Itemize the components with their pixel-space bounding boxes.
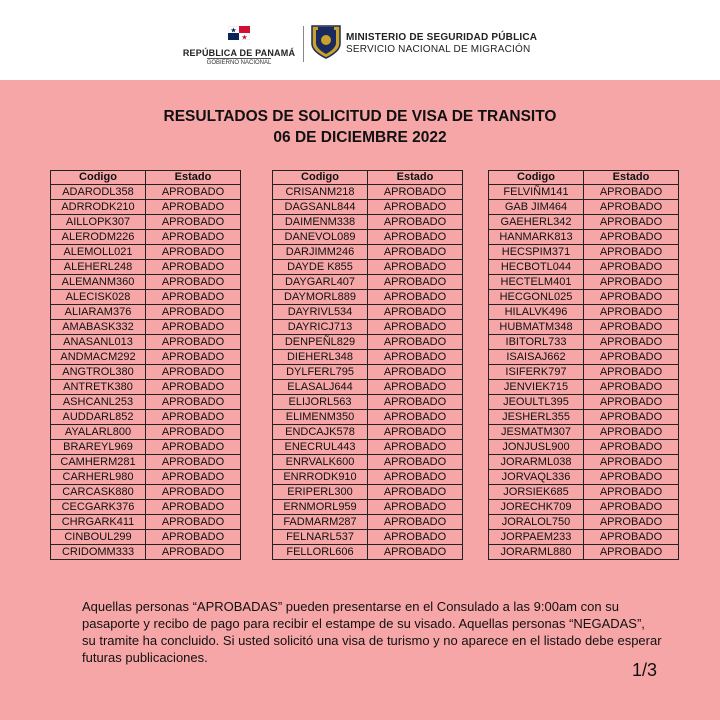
applicant-code: FELNARL537 — [273, 530, 368, 545]
status-cell: APROBADO — [146, 380, 241, 395]
applicant-code: JENVIEK715 — [489, 380, 584, 395]
applicant-code: HANMARK813 — [489, 230, 584, 245]
applicant-code: DYLFERL795 — [273, 365, 368, 380]
applicant-code: JESMATM307 — [489, 425, 584, 440]
status-cell: APROBADO — [584, 230, 679, 245]
applicant-code: ELASALJ644 — [273, 380, 368, 395]
table-row — [273, 275, 463, 290]
applicant-code: DIEHERL348 — [273, 350, 368, 365]
table-row — [51, 515, 241, 530]
table-row — [489, 320, 679, 335]
applicant-code: ISAISAJ662 — [489, 350, 584, 365]
status-cell: APROBADO — [146, 185, 241, 200]
table-row — [273, 245, 463, 260]
status-cell: APROBADO — [584, 245, 679, 260]
status-cell: APROBADO — [584, 440, 679, 455]
applicant-code: GAEHERL342 — [489, 215, 584, 230]
table-row — [51, 260, 241, 275]
panama-flag-icon — [228, 26, 250, 40]
applicant-code: JORARML038 — [489, 455, 584, 470]
table-row — [273, 350, 463, 365]
applicant-code: ISIFERK797 — [489, 365, 584, 380]
results-table-3 — [488, 170, 679, 560]
applicant-code: CHRGARK411 — [51, 515, 146, 530]
applicant-code: AYALARL800 — [51, 425, 146, 440]
applicant-code: CRIDOMM333 — [51, 545, 146, 560]
table-row — [489, 500, 679, 515]
table-row — [51, 485, 241, 500]
status-cell: APROBADO — [146, 275, 241, 290]
applicant-code: HILALVK496 — [489, 305, 584, 320]
table-row — [51, 245, 241, 260]
table-row — [273, 320, 463, 335]
table-row — [489, 470, 679, 485]
applicant-code: CINBOUL299 — [51, 530, 146, 545]
table-row — [273, 200, 463, 215]
applicant-code: JORSIEK685 — [489, 485, 584, 500]
table-row — [51, 215, 241, 230]
status-cell: APROBADO — [584, 200, 679, 215]
applicant-code: AMABASK332 — [51, 320, 146, 335]
status-cell: APROBADO — [584, 545, 679, 560]
table-row — [51, 425, 241, 440]
applicant-code: CECGARK376 — [51, 500, 146, 515]
header-bar — [0, 0, 720, 80]
table-row — [489, 410, 679, 425]
table-row — [273, 500, 463, 515]
status-cell: APROBADO — [368, 485, 463, 500]
table-row — [489, 275, 679, 290]
applicant-code: JEOULTL395 — [489, 395, 584, 410]
table-row — [273, 185, 463, 200]
ministry-name: MINISTERIO DE SEGURIDAD PÚBLICA — [346, 32, 538, 43]
table-row — [489, 290, 679, 305]
table-row — [51, 530, 241, 545]
applicant-code: AUDDARL852 — [51, 410, 146, 425]
status-cell: APROBADO — [146, 290, 241, 305]
table-header-row — [51, 171, 241, 185]
table-row — [489, 455, 679, 470]
status-cell: APROBADO — [584, 410, 679, 425]
status-cell: APROBADO — [146, 350, 241, 365]
code-column-header: Codigo — [51, 171, 146, 185]
status-cell: APROBADO — [146, 215, 241, 230]
status-cell: APROBADO — [146, 260, 241, 275]
status-cell: APROBADO — [584, 425, 679, 440]
status-cell: APROBADO — [584, 335, 679, 350]
table-row — [51, 395, 241, 410]
table-row — [489, 485, 679, 500]
applicant-code: HECTELM401 — [489, 275, 584, 290]
applicant-code: GAB JIM464 — [489, 200, 584, 215]
applicant-code: ALECISK028 — [51, 290, 146, 305]
applicant-code: DAYDE K855 — [273, 260, 368, 275]
status-column-header: Estado — [368, 171, 463, 185]
status-cell: APROBADO — [368, 395, 463, 410]
status-cell: APROBADO — [146, 200, 241, 215]
applicant-code: DAYRIVL534 — [273, 305, 368, 320]
status-cell: APROBADO — [368, 185, 463, 200]
table-row — [273, 215, 463, 230]
table-row — [489, 425, 679, 440]
applicant-code: JORALOL750 — [489, 515, 584, 530]
applicant-code: ANASANL013 — [51, 335, 146, 350]
table-row — [51, 275, 241, 290]
applicant-code: ALERODM226 — [51, 230, 146, 245]
applicant-code: DAYRICJ713 — [273, 320, 368, 335]
table-row — [489, 335, 679, 350]
table-header-row — [489, 171, 679, 185]
applicant-code: HUBMATM348 — [489, 320, 584, 335]
status-cell: APROBADO — [368, 410, 463, 425]
applicant-code: ASHCANL253 — [51, 395, 146, 410]
table-row — [489, 380, 679, 395]
applicant-code: ALEHERL248 — [51, 260, 146, 275]
government-text: GOBIERNO NACIONAL — [206, 60, 272, 66]
table-row — [273, 230, 463, 245]
ministry-block — [346, 32, 537, 55]
table-row — [51, 380, 241, 395]
applicant-code: IBITORL733 — [489, 335, 584, 350]
page-number: 1/3 — [632, 660, 658, 680]
applicant-code: ERNMORL959 — [273, 500, 368, 515]
applicant-code: CAMHERM281 — [51, 455, 146, 470]
table-row — [273, 365, 463, 380]
applicant-code: ENRRODK910 — [273, 470, 368, 485]
table-row — [489, 245, 679, 260]
status-cell: APROBADO — [368, 350, 463, 365]
status-cell: APROBADO — [368, 545, 463, 560]
table-row — [51, 305, 241, 320]
applicant-code: ANTRETK380 — [51, 380, 146, 395]
applicant-code: DARJIMM246 — [273, 245, 368, 260]
status-cell: APROBADO — [584, 215, 679, 230]
status-cell: APROBADO — [146, 485, 241, 500]
status-cell: APROBADO — [584, 185, 679, 200]
applicant-code: DAYMORL889 — [273, 290, 368, 305]
status-cell: APROBADO — [146, 410, 241, 425]
status-cell: APROBADO — [146, 425, 241, 440]
status-cell: APROBADO — [146, 545, 241, 560]
status-cell: APROBADO — [584, 380, 679, 395]
status-cell: APROBADO — [584, 365, 679, 380]
table-row — [489, 515, 679, 530]
migration-seal-icon — [310, 24, 342, 60]
applicant-code: FELLORL606 — [273, 545, 368, 560]
status-cell: APROBADO — [368, 200, 463, 215]
status-cell: APROBADO — [368, 320, 463, 335]
applicant-code: FADMARM287 — [273, 515, 368, 530]
status-cell: APROBADO — [584, 485, 679, 500]
table-row — [273, 305, 463, 320]
applicant-code: ALEMOLL021 — [51, 245, 146, 260]
table-row — [489, 215, 679, 230]
applicant-code: ALIARAM376 — [51, 305, 146, 320]
table-row — [489, 200, 679, 215]
table-row — [273, 530, 463, 545]
status-column-header: Estado — [584, 171, 679, 185]
status-cell: APROBADO — [368, 425, 463, 440]
status-cell: APROBADO — [584, 290, 679, 305]
applicant-code: DANEVOL089 — [273, 230, 368, 245]
table-row — [51, 545, 241, 560]
applicant-code: JORPAEM233 — [489, 530, 584, 545]
applicant-code: DAGSANL844 — [273, 200, 368, 215]
applicant-code: AILLOPK307 — [51, 215, 146, 230]
status-cell: APROBADO — [368, 515, 463, 530]
code-column-header: Codigo — [489, 171, 584, 185]
status-cell: APROBADO — [584, 515, 679, 530]
applicant-code: ADRRODK210 — [51, 200, 146, 215]
status-cell: APROBADO — [368, 500, 463, 515]
status-cell: APROBADO — [146, 395, 241, 410]
status-column-header: Estado — [146, 171, 241, 185]
table-row — [273, 515, 463, 530]
table-row — [51, 335, 241, 350]
status-cell: APROBADO — [146, 530, 241, 545]
status-cell: APROBADO — [368, 290, 463, 305]
migration-service-name: SERVICIO NACIONAL DE MIGRACIÓN — [346, 44, 531, 55]
applicant-code: DAIMENM338 — [273, 215, 368, 230]
title-line-2: 06 DE DICIEMBRE 2022 — [273, 129, 447, 146]
table-row — [489, 185, 679, 200]
applicant-code: JORECHK709 — [489, 500, 584, 515]
applicant-code: BRAREYL969 — [51, 440, 146, 455]
status-cell: APROBADO — [146, 455, 241, 470]
applicant-code: ADARODL358 — [51, 185, 146, 200]
applicant-code: ENDCAJK578 — [273, 425, 368, 440]
status-cell: APROBADO — [368, 245, 463, 260]
applicant-code: CARHERL980 — [51, 470, 146, 485]
status-cell: APROBADO — [584, 470, 679, 485]
status-cell: APROBADO — [368, 440, 463, 455]
table-row — [51, 410, 241, 425]
status-cell: APROBADO — [146, 230, 241, 245]
applicant-code: ANDMACM292 — [51, 350, 146, 365]
applicant-code: FELVIÑM141 — [489, 185, 584, 200]
status-cell: APROBADO — [368, 215, 463, 230]
status-cell: APROBADO — [368, 530, 463, 545]
table-row — [489, 260, 679, 275]
table-row — [273, 545, 463, 560]
status-cell: APROBADO — [146, 440, 241, 455]
applicant-code: CRISANM218 — [273, 185, 368, 200]
table-row — [489, 365, 679, 380]
status-cell: APROBADO — [368, 455, 463, 470]
applicant-code: JORVAQL336 — [489, 470, 584, 485]
status-cell: APROBADO — [146, 515, 241, 530]
status-cell: APROBADO — [146, 320, 241, 335]
status-cell: APROBADO — [584, 500, 679, 515]
status-cell: APROBADO — [584, 260, 679, 275]
table-row — [273, 410, 463, 425]
table-row — [489, 395, 679, 410]
applicant-code: JESHERL355 — [489, 410, 584, 425]
table-row — [51, 470, 241, 485]
status-cell: APROBADO — [584, 305, 679, 320]
table-row — [273, 485, 463, 500]
republic-name: REPÚBLICA DE PANAMÁ — [182, 48, 296, 58]
status-cell: APROBADO — [584, 455, 679, 470]
table-row — [51, 320, 241, 335]
status-cell: APROBADO — [368, 365, 463, 380]
table-row — [273, 425, 463, 440]
applicant-code: ANGTROL380 — [51, 365, 146, 380]
table-header-row — [273, 171, 463, 185]
applicant-code: ALEMANM360 — [51, 275, 146, 290]
table-row — [273, 440, 463, 455]
applicant-code: ENRVALK600 — [273, 455, 368, 470]
status-cell: APROBADO — [146, 500, 241, 515]
table-row — [273, 335, 463, 350]
applicant-code: HECGONL025 — [489, 290, 584, 305]
instructions-text: Aquellas personas “APROBADAS” pueden presentarse en el Consulado a las 9:00am con su pasaporte y recibo de pago para recibir el estampe de su visado. Aquellas personas “NEGADAS”, su tramite ha concluido. Si usted solicitó una visa de turismo y no aparece en el listado debe esperar futuras publicaciones. — [82, 599, 662, 665]
status-cell: APROBADO — [368, 335, 463, 350]
table-row — [273, 380, 463, 395]
status-cell: APROBADO — [146, 470, 241, 485]
table-row — [489, 305, 679, 320]
table-row — [489, 350, 679, 365]
table-row — [51, 455, 241, 470]
status-cell: APROBADO — [146, 365, 241, 380]
document-title — [0, 106, 720, 148]
status-cell: APROBADO — [368, 230, 463, 245]
applicant-code: HECSPIM371 — [489, 245, 584, 260]
applicant-code: JONJUSL900 — [489, 440, 584, 455]
status-cell: APROBADO — [584, 320, 679, 335]
status-cell: APROBADO — [146, 245, 241, 260]
status-cell: APROBADO — [368, 305, 463, 320]
applicant-code: ELIMENM350 — [273, 410, 368, 425]
status-cell: APROBADO — [368, 275, 463, 290]
table-row — [51, 230, 241, 245]
applicant-code: DENPEÑL829 — [273, 335, 368, 350]
table-row — [51, 440, 241, 455]
table-row — [489, 530, 679, 545]
status-cell: APROBADO — [368, 260, 463, 275]
table-row — [489, 440, 679, 455]
applicant-code: ELIJORL563 — [273, 395, 368, 410]
table-row — [489, 230, 679, 245]
code-column-header: Codigo — [273, 171, 368, 185]
status-cell: APROBADO — [584, 530, 679, 545]
table-row — [51, 500, 241, 515]
table-row — [51, 365, 241, 380]
status-cell: APROBADO — [584, 275, 679, 290]
applicant-code: ENECRUL443 — [273, 440, 368, 455]
status-cell: APROBADO — [584, 395, 679, 410]
status-cell: APROBADO — [146, 335, 241, 350]
table-row — [273, 455, 463, 470]
table-row — [51, 290, 241, 305]
table-row — [273, 395, 463, 410]
header-divider — [303, 26, 304, 62]
status-cell: APROBADO — [368, 470, 463, 485]
table-row — [273, 470, 463, 485]
applicant-code: JORARML880 — [489, 545, 584, 560]
table-row — [51, 350, 241, 365]
government-label — [178, 60, 300, 66]
table-row — [51, 185, 241, 200]
title-line-1: RESULTADOS DE SOLICITUD DE VISA DE TRANSITO — [163, 108, 557, 125]
applicant-code: HECBOTL044 — [489, 260, 584, 275]
table-row — [51, 200, 241, 215]
table-row — [273, 260, 463, 275]
table-row — [273, 290, 463, 305]
status-cell: APROBADO — [368, 380, 463, 395]
republic-logo — [178, 26, 300, 66]
results-table-1 — [50, 170, 241, 560]
applicant-code: DAYGARL407 — [273, 275, 368, 290]
status-cell: APROBADO — [584, 350, 679, 365]
applicant-code: CARCASK880 — [51, 485, 146, 500]
results-table-2 — [272, 170, 463, 560]
table-row — [489, 545, 679, 560]
applicant-code: ERIPERL300 — [273, 485, 368, 500]
status-cell: APROBADO — [146, 305, 241, 320]
